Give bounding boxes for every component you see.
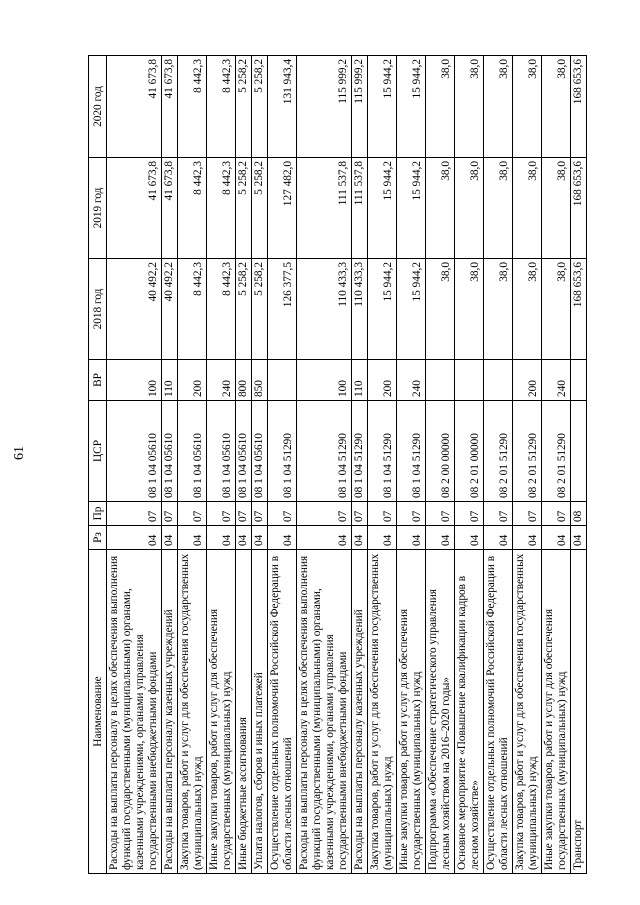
cell-2018: 40 492,2 xyxy=(162,259,178,360)
cell-csr: 08 1 04 05610 xyxy=(107,401,162,502)
cell-name: Уплата налогов, сборов и иных платежей xyxy=(252,550,268,874)
cell-pr: 07 xyxy=(236,502,252,526)
cell-vr xyxy=(571,360,587,401)
cell-name: Иные закупки товаров, работ и услуг для обеспечения государственных (муниципальных) нужд xyxy=(207,550,236,874)
cell-csr: 08 1 04 05610 xyxy=(178,401,207,502)
cell-name: Осуществление отдельных полномочий Российской Федерации в области лесных отношений xyxy=(484,550,513,874)
cell-2019: 15 944,2 xyxy=(368,158,397,259)
cell-vr: 100 xyxy=(107,360,162,401)
page-number: 61 xyxy=(12,446,27,460)
header-2019: 2019 год xyxy=(89,158,107,259)
cell-2019: 41 673,8 xyxy=(162,158,178,259)
cell-2020: 41 673,8 xyxy=(107,56,162,158)
table-row xyxy=(397,56,426,874)
table-row xyxy=(513,56,542,874)
cell-vr: 800 xyxy=(236,360,252,401)
cell-name: Расходы на выплаты персоналу казенных учреждений xyxy=(162,550,178,874)
table-row xyxy=(236,56,252,874)
budget-table xyxy=(88,55,587,874)
cell-2018: 8 442,3 xyxy=(207,259,236,360)
cell-csr: 08 2 01 51290 xyxy=(484,401,513,502)
cell-name: Расходы на выплаты персоналу казенных учреждений xyxy=(352,550,368,874)
cell-name: Подпрограмма «Обеспечение стратегического управления лесным хозяйством на 2016–2020 годы» xyxy=(426,550,455,874)
cell-rz: 04 xyxy=(107,526,162,550)
cell-vr: 240 xyxy=(207,360,236,401)
cell-pr: 07 xyxy=(397,502,426,526)
cell-2020: 15 944,2 xyxy=(368,56,397,158)
cell-pr: 07 xyxy=(542,502,571,526)
cell-vr: 200 xyxy=(513,360,542,401)
cell-pr: 07 xyxy=(513,502,542,526)
cell-csr: 08 2 00 00000 xyxy=(426,401,455,502)
cell-rz: 04 xyxy=(455,526,484,550)
cell-2018: 168 653,6 xyxy=(571,259,587,360)
table-row xyxy=(207,56,236,874)
cell-pr: 07 xyxy=(484,502,513,526)
rotated-page-content xyxy=(88,56,612,874)
cell-2019: 111 537,8 xyxy=(297,158,352,259)
cell-2019: 5 258,2 xyxy=(236,158,252,259)
header-name: Наименование xyxy=(89,550,107,874)
cell-vr xyxy=(484,360,513,401)
cell-2018: 15 944,2 xyxy=(397,259,426,360)
header-pr: Пр xyxy=(89,502,107,526)
cell-2019: 8 442,3 xyxy=(207,158,236,259)
cell-pr: 07 xyxy=(352,502,368,526)
cell-name: Иные закупки товаров, работ и услуг для обеспечения государственных (муниципальных) нужд xyxy=(397,550,426,874)
cell-2020: 38,0 xyxy=(455,56,484,158)
cell-2020: 115 999,2 xyxy=(297,56,352,158)
cell-2018: 15 944,2 xyxy=(368,259,397,360)
cell-csr: 08 1 04 51290 xyxy=(368,401,397,502)
table-row xyxy=(252,56,268,874)
table-row xyxy=(571,56,587,874)
cell-csr: 08 1 04 05610 xyxy=(252,401,268,502)
header-csr: ЦСР xyxy=(89,401,107,502)
cell-rz: 04 xyxy=(268,526,297,550)
cell-vr xyxy=(426,360,455,401)
cell-rz: 04 xyxy=(368,526,397,550)
cell-name: Закупка товаров, работ и услуг для обеспечения государственных (муниципальных) нужд xyxy=(513,550,542,874)
cell-name: Расходы на выплаты персоналу в целях обеспечения выполнения функций государственными (муниципальными) органами, казенными учреждениями, органами управления государственными внебюджетными фондами xyxy=(297,550,352,874)
table-row xyxy=(455,56,484,874)
cell-rz: 04 xyxy=(542,526,571,550)
cell-2020: 38,0 xyxy=(426,56,455,158)
cell-pr: 07 xyxy=(162,502,178,526)
cell-name: Расходы на выплаты персоналу в целях обеспечения выполнения функций государственными (муниципальными) органами, казенными учреждениями, органами управления государственными внебюджетными фондами xyxy=(107,550,162,874)
table-row xyxy=(178,56,207,874)
cell-csr: 08 1 04 51290 xyxy=(397,401,426,502)
cell-2019: 168 653,6 xyxy=(571,158,587,259)
table-row xyxy=(368,56,397,874)
cell-pr: 07 xyxy=(107,502,162,526)
table-row xyxy=(268,56,297,874)
cell-2020: 41 673,8 xyxy=(162,56,178,158)
cell-2018: 126 377,5 xyxy=(268,259,297,360)
cell-rz: 04 xyxy=(397,526,426,550)
cell-csr: 08 1 04 51290 xyxy=(297,401,352,502)
cell-2018: 38,0 xyxy=(484,259,513,360)
table-row xyxy=(352,56,368,874)
cell-2019: 5 258,2 xyxy=(252,158,268,259)
cell-2018: 110 433,3 xyxy=(352,259,368,360)
header-2020: 2020 год xyxy=(89,56,107,158)
header-vr: ВР xyxy=(89,360,107,401)
cell-2018: 8 442,3 xyxy=(178,259,207,360)
cell-name: Закупка товаров, работ и услуг для обеспечения государственных (муниципальных) нужд xyxy=(368,550,397,874)
cell-name: Осуществление отдельных полномочий Российской Федерации в области лесных отношений xyxy=(268,550,297,874)
cell-csr: 08 1 04 51290 xyxy=(268,401,297,502)
cell-2020: 131 943,4 xyxy=(268,56,297,158)
cell-vr: 200 xyxy=(178,360,207,401)
cell-pr: 07 xyxy=(268,502,297,526)
header-2018: 2018 год xyxy=(89,259,107,360)
cell-2019: 38,0 xyxy=(484,158,513,259)
cell-pr: 07 xyxy=(368,502,397,526)
cell-2020: 15 944,2 xyxy=(397,56,426,158)
cell-rz: 04 xyxy=(571,526,587,550)
cell-2019: 38,0 xyxy=(542,158,571,259)
cell-2019: 38,0 xyxy=(513,158,542,259)
cell-vr xyxy=(268,360,297,401)
cell-vr: 240 xyxy=(397,360,426,401)
cell-2019: 38,0 xyxy=(426,158,455,259)
table-row xyxy=(297,56,352,874)
cell-vr: 200 xyxy=(368,360,397,401)
cell-pr: 07 xyxy=(426,502,455,526)
table-row xyxy=(107,56,162,874)
cell-2020: 8 442,3 xyxy=(207,56,236,158)
cell-name: Транспорт xyxy=(571,550,587,874)
cell-2020: 38,0 xyxy=(542,56,571,158)
cell-rz: 04 xyxy=(207,526,236,550)
cell-vr: 100 xyxy=(297,360,352,401)
cell-2018: 5 258,2 xyxy=(252,259,268,360)
cell-pr: 07 xyxy=(455,502,484,526)
cell-pr: 07 xyxy=(297,502,352,526)
cell-2019: 15 944,2 xyxy=(397,158,426,259)
cell-2018: 38,0 xyxy=(426,259,455,360)
cell-2018: 110 433,3 xyxy=(297,259,352,360)
table-row xyxy=(426,56,455,874)
cell-2019: 8 442,3 xyxy=(178,158,207,259)
cell-name: Иные бюджетные ассигнования xyxy=(236,550,252,874)
cell-rz: 04 xyxy=(352,526,368,550)
cell-2020: 5 258,2 xyxy=(236,56,252,158)
cell-2020: 38,0 xyxy=(484,56,513,158)
header-rz: Рз xyxy=(89,526,107,550)
cell-2019: 127 482,0 xyxy=(268,158,297,259)
cell-pr: 07 xyxy=(207,502,236,526)
cell-rz: 04 xyxy=(236,526,252,550)
cell-csr: 08 1 04 51290 xyxy=(352,401,368,502)
cell-2019: 111 537,8 xyxy=(352,158,368,259)
cell-pr: 08 xyxy=(571,502,587,526)
cell-rz: 04 xyxy=(252,526,268,550)
cell-csr: 08 1 04 05610 xyxy=(162,401,178,502)
cell-pr: 07 xyxy=(178,502,207,526)
cell-2020: 8 442,3 xyxy=(178,56,207,158)
cell-2019: 38,0 xyxy=(455,158,484,259)
cell-csr: 08 2 01 51290 xyxy=(542,401,571,502)
cell-2018: 38,0 xyxy=(542,259,571,360)
cell-rz: 04 xyxy=(297,526,352,550)
cell-2018: 38,0 xyxy=(513,259,542,360)
table-row xyxy=(484,56,513,874)
cell-csr: 08 2 01 00000 xyxy=(455,401,484,502)
cell-vr: 240 xyxy=(542,360,571,401)
cell-2020: 115 999,2 xyxy=(352,56,368,158)
table-header-row xyxy=(89,56,107,874)
cell-pr: 07 xyxy=(252,502,268,526)
cell-vr: 110 xyxy=(162,360,178,401)
cell-rz: 04 xyxy=(162,526,178,550)
cell-rz: 04 xyxy=(513,526,542,550)
cell-rz: 04 xyxy=(484,526,513,550)
cell-csr: 08 2 01 51290 xyxy=(513,401,542,502)
cell-2018: 38,0 xyxy=(455,259,484,360)
cell-csr xyxy=(571,401,587,502)
cell-name: Закупка товаров, работ и услуг для обеспечения государственных (муниципальных) нужд xyxy=(178,550,207,874)
cell-rz: 04 xyxy=(178,526,207,550)
cell-name: Основное мероприятие «Повышение квалификации кадров в лесном хозяйстве» xyxy=(455,550,484,874)
cell-2020: 5 258,2 xyxy=(252,56,268,158)
cell-2018: 5 258,2 xyxy=(236,259,252,360)
table-row xyxy=(162,56,178,874)
cell-rz: 04 xyxy=(426,526,455,550)
table-row xyxy=(542,56,571,874)
cell-csr: 08 1 04 05610 xyxy=(236,401,252,502)
cell-2019: 41 673,8 xyxy=(107,158,162,259)
cell-2020: 38,0 xyxy=(513,56,542,158)
cell-name: Иные закупки товаров, работ и услуг для обеспечения государственных (муниципальных) нужд xyxy=(542,550,571,874)
cell-2020: 168 653,6 xyxy=(571,56,587,158)
cell-2018: 40 492,2 xyxy=(107,259,162,360)
cell-vr: 850 xyxy=(252,360,268,401)
cell-csr: 08 1 04 05610 xyxy=(207,401,236,502)
cell-vr xyxy=(455,360,484,401)
cell-vr: 110 xyxy=(352,360,368,401)
